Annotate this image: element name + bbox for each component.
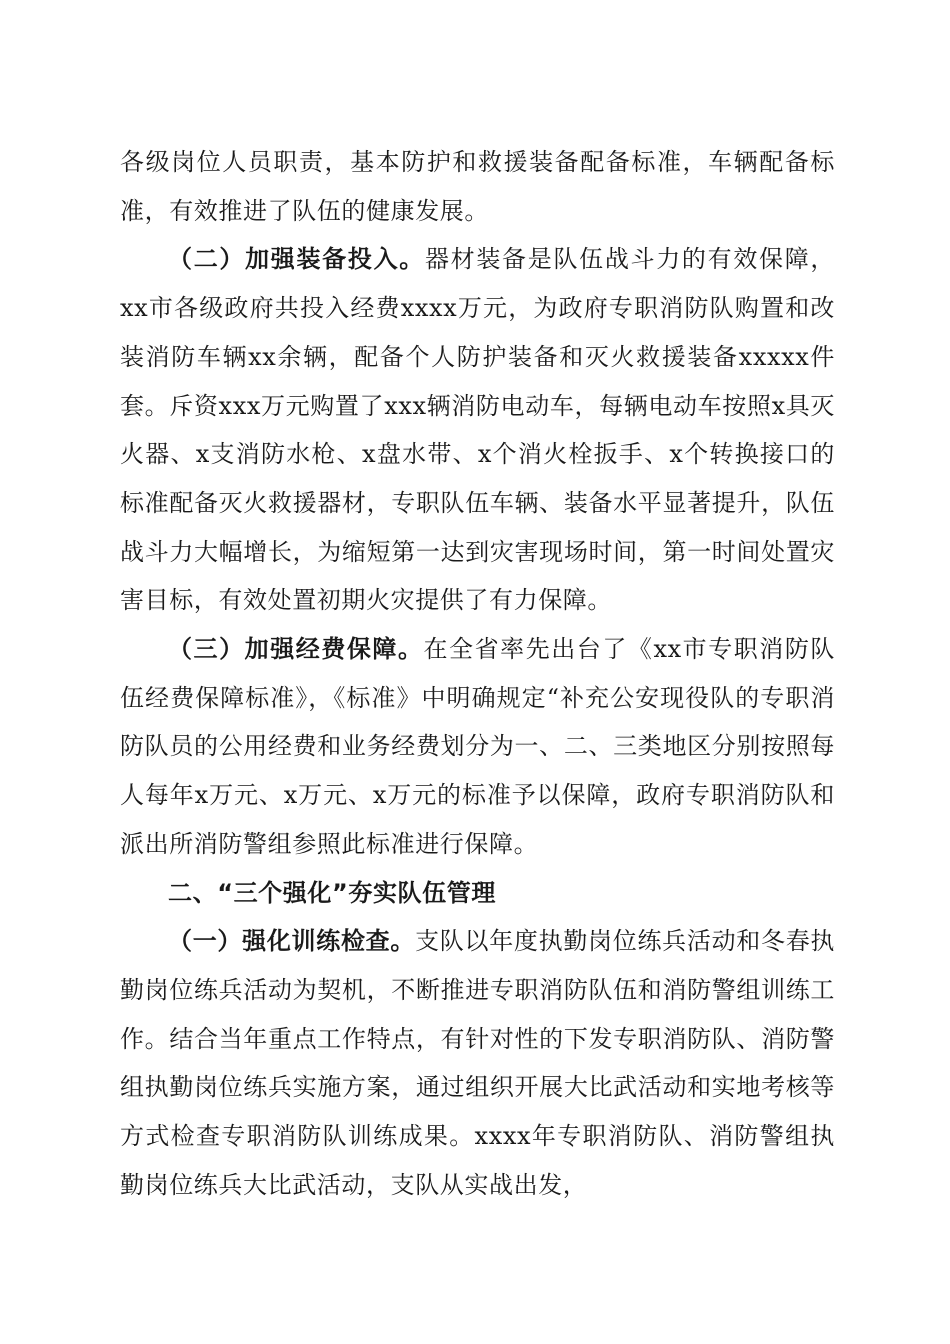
paragraph-text: 在全省率先出台了《xx市专职消防队伍经费保障标准》，《标准》中明确规定“补充公安现役队的专职消防队员的公用经费和业务经费划分为一、二、三类地区分别按照每人每年x万元、x万元、x万元的标准予以保障，政府专职消防队和派出所消防警组参照此标准进行保障。 (120, 635, 836, 858)
paragraph-funding-guarantee (120, 625, 835, 869)
paragraph-heading: （三）加强经费保障。 (168, 634, 424, 664)
document-body (120, 138, 835, 1209)
section-heading: 二、“三个强化”夯实队伍管理 (168, 878, 496, 907)
paragraph-text: 支队以年度执勤岗位练兵活动和冬春执勤岗位练兵活动为契机，不断推进专职消防队伍和消防警组训练工作。结合当年重点工作特点，有针对性的下发专职消防队、消防警组执勤岗位练兵实施方案，通过组织开展大比武活动和实地考核等方式检查专职消防队训练成果。xxxx年专职消防队、消防警组执勤岗位练兵大比武活动，支队从实战出发， (120, 927, 835, 1199)
paragraph-continuation (120, 138, 835, 235)
paragraph-equipment-investment (120, 235, 835, 625)
paragraph-text: 器材装备是队伍战斗力的有效保障，xx市各级政府共投入经费xxxx万元，为政府专职消防队购置和改装消防车辆xx余辆，配备个人防护装备和灭火救援装备xxxxx件套。斥资xxx万元购置了xxx辆消防电动车，每辆电动车按照x具灭火器、x支消防水枪、x盘水带、x个消火栓扳手、x个转换接口的标准配备灭火救援器材，专职队伍车辆、装备水平显著提升，队伍战斗力大幅增长，为缩短第一达到灾害现场时间，第一时间处置灾害目标，有效处置初期火灾提供了有力保障。 (120, 245, 836, 615)
paragraph-heading: （二）加强装备投入。 (168, 244, 425, 274)
paragraph-training-inspection (120, 917, 835, 1209)
paragraph-heading: （一）强化训练检查。 (168, 926, 416, 956)
paragraph-text: 各级岗位人员职责，基本防护和救援装备配备标准，车辆配备标准，有效推进了队伍的健康发展。 (120, 148, 835, 225)
